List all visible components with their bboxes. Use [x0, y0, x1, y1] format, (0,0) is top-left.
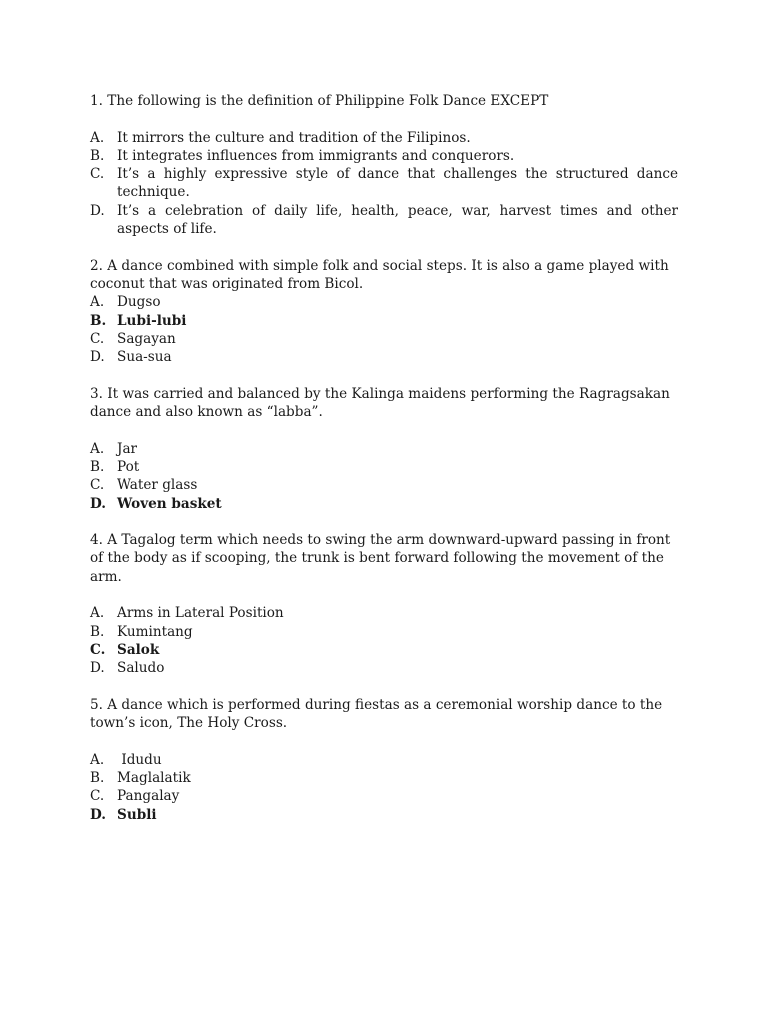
option-text: It integrates influences from immigrants and conquerors. [117, 147, 515, 164]
option-item [90, 330, 678, 348]
option-letter: B. [90, 312, 107, 329]
quiz-document [90, 92, 678, 824]
correct-option-item [90, 495, 678, 513]
correct-option-item [90, 806, 678, 824]
spacer [90, 586, 678, 604]
option-text: Sagayan [117, 330, 176, 347]
option-text: Sua-sua [117, 349, 172, 366]
option-item [90, 623, 678, 641]
option-text: It mirrors the culture and tradition of the Filipinos. [117, 129, 471, 146]
option-item [90, 751, 678, 769]
option-letter: C. [90, 641, 106, 658]
option-text: Jar [117, 440, 138, 457]
option-letter: D. [90, 660, 105, 677]
option-item [90, 659, 678, 677]
option-list [90, 440, 678, 513]
option-letter: A. [90, 751, 105, 768]
question-block [90, 92, 678, 238]
question-stem: 2. A dance combined with simple folk and social steps. It is also a game played with coconut that was originated from Bicol. [90, 257, 669, 292]
spacer [90, 732, 678, 750]
question-block [90, 257, 678, 367]
question-block [90, 531, 678, 677]
spacer [90, 678, 678, 696]
option-letter: C. [90, 477, 105, 494]
option-text: Salok [117, 641, 160, 658]
option-text: Pot [117, 458, 140, 475]
correct-option-item [90, 312, 678, 330]
question-stem: 5. A dance which is performed during fiestas as a ceremonial worship dance to the town’s icon, The Holy Cross. [90, 696, 663, 732]
option-item [90, 348, 678, 366]
spacer [90, 513, 678, 531]
option-text: It’s a highly expressive style of dance that challenges the structured dance technique. [117, 166, 678, 201]
option-letter: D. [90, 806, 107, 823]
option-letter: D. [90, 202, 105, 219]
option-item [90, 769, 678, 787]
option-item [90, 787, 678, 805]
option-letter: B. [90, 147, 105, 164]
option-text: Subli [117, 806, 157, 823]
option-list [90, 604, 678, 677]
option-list [90, 751, 678, 824]
option-letter: B. [90, 623, 105, 640]
question-stem: 4. A Tagalog term which needs to swing the arm downward-upward passing in front of the body as if scooping, the trunk is bent forward following the movement of the arm. [90, 532, 671, 585]
option-letter: A. [90, 294, 105, 311]
option-list [90, 129, 678, 239]
spacer [90, 110, 678, 128]
option-letter: A. [90, 129, 105, 146]
option-text: Kumintang [117, 623, 193, 640]
option-text: Maglalatik [117, 769, 191, 786]
option-text: Arms in Lateral Position [117, 605, 284, 622]
option-item [90, 458, 678, 476]
option-text: Idudu [117, 751, 162, 768]
option-letter: A. [90, 605, 105, 622]
option-letter: B. [90, 458, 105, 475]
option-item [90, 129, 678, 147]
option-letter: C. [90, 166, 105, 183]
option-text: Water glass [117, 477, 198, 494]
question-stem: 3. It was carried and balanced by the Kalinga maidens performing the Ragragsakan dance and also known as “labba”. [90, 385, 670, 421]
option-letter: A. [90, 440, 105, 457]
option-item [90, 202, 678, 239]
option-list [90, 293, 678, 366]
spacer [90, 366, 678, 384]
option-item [90, 165, 678, 202]
question-stem: 1. The following is the definition of Philippine Folk Dance EXCEPT [90, 93, 549, 109]
option-item [90, 604, 678, 622]
option-text: Dugso [117, 294, 161, 311]
option-item [90, 293, 678, 311]
option-item [90, 440, 678, 458]
option-item [90, 147, 678, 165]
option-text: Saludo [117, 660, 165, 677]
option-letter: B. [90, 769, 105, 786]
option-letter: C. [90, 330, 105, 347]
option-letter: D. [90, 349, 105, 366]
question-block [90, 385, 678, 513]
option-letter: C. [90, 788, 105, 805]
correct-option-item [90, 641, 678, 659]
option-text: Lubi-lubi [117, 312, 187, 329]
spacer [90, 238, 678, 256]
option-text: It’s a celebration of daily life, health, peace, war, harvest times and other aspects of life. [117, 202, 678, 238]
option-text: Pangalay [117, 788, 180, 805]
option-letter: D. [90, 495, 107, 512]
spacer [90, 421, 678, 439]
question-block [90, 696, 678, 824]
option-text: Woven basket [117, 495, 222, 512]
option-item [90, 476, 678, 494]
